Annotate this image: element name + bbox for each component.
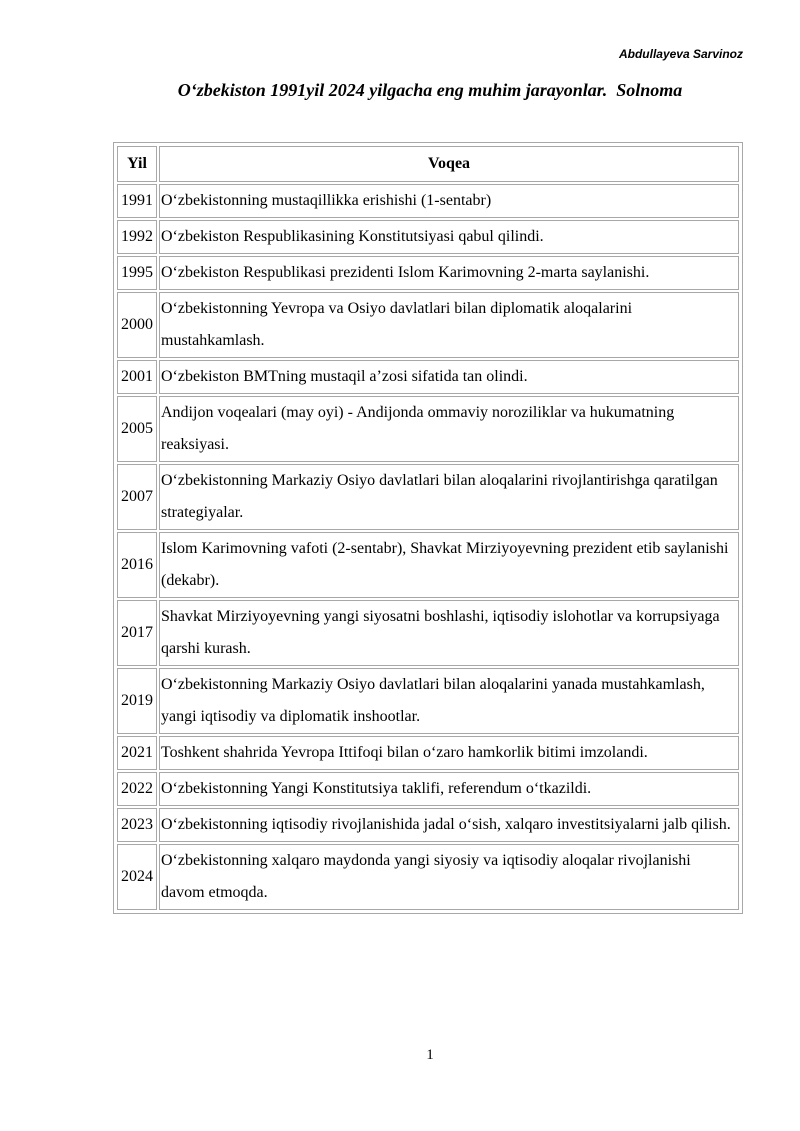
table-row xyxy=(117,600,739,666)
row-event: O‘zbekistonning Yevropa va Osiyo davlatlari bilan diplomatik aloqalarini mustahkamlash. xyxy=(159,292,739,358)
row-event: Andijon voqealari (may oyi) - Andijonda ommaviy noroziliklar va hukumatning reaksiyasi. xyxy=(159,396,739,462)
document-title: O‘zbekiston 1991yil 2024 yilgacha eng muhim jarayonlar. Solnoma xyxy=(177,80,683,100)
page-number: 1 xyxy=(426,1047,434,1063)
row-year: 2021 xyxy=(117,736,157,770)
table-row xyxy=(117,772,739,806)
row-event: O‘zbekiston BMTning mustaqil a’zosi sifatida tan olindi. xyxy=(159,360,739,394)
chronology-table-frame xyxy=(113,142,743,914)
row-year: 2024 xyxy=(117,844,157,910)
table-row xyxy=(117,464,739,530)
row-event: O‘zbekistonning Markaziy Osiyo davlatlari bilan aloqalarini rivojlantirishga qaratilgan strategiyalar. xyxy=(159,464,739,530)
row-year: 2019 xyxy=(117,668,157,734)
chronology-table xyxy=(115,144,741,912)
row-year: 1991 xyxy=(117,184,157,218)
row-event: Shavkat Mirziyoyevning yangi siyosatni boshlashi, iqtisodiy islohotlar va korrupsiyaga qarshi kurash. xyxy=(159,600,739,666)
row-event: O‘zbekistonning Markaziy Osiyo davlatlari bilan aloqalarini yanada mustahkamlash, yangi iqtisodiy va diplomatik inshootlar. xyxy=(159,668,739,734)
table-row xyxy=(117,220,739,254)
row-year: 2000 xyxy=(117,292,157,358)
table-row xyxy=(117,668,739,734)
row-event: O‘zbekistonning Yangi Konstitutsiya taklifi, referendum o‘tkazildi. xyxy=(159,772,739,806)
table-row xyxy=(117,184,739,218)
row-event: O‘zbekiston Respublikasi prezidenti Islom Karimovning 2-marta saylanishi. xyxy=(159,256,739,290)
header-year: Yil xyxy=(117,146,157,182)
table-row xyxy=(117,292,739,358)
table-row xyxy=(117,532,739,598)
row-year: 1995 xyxy=(117,256,157,290)
header-event: Voqea xyxy=(159,146,739,182)
table-row xyxy=(117,360,739,394)
table-row xyxy=(117,256,739,290)
row-year: 2007 xyxy=(117,464,157,530)
table-row xyxy=(117,808,739,842)
row-year: 2022 xyxy=(117,772,157,806)
author-name: Abdullayeva Sarvinoz xyxy=(618,47,743,61)
table-row xyxy=(117,396,739,462)
table-row xyxy=(117,844,739,910)
row-event: Islom Karimovning vafoti (2-sentabr), Shavkat Mirziyoyevning prezident etib saylanishi (dekabr). xyxy=(159,532,739,598)
row-year: 2017 xyxy=(117,600,157,666)
row-year: 2005 xyxy=(117,396,157,462)
table-header-row xyxy=(117,146,739,182)
row-event: Toshkent shahrida Yevropa Ittifoqi bilan o‘zaro hamkorlik bitimi imzolandi. xyxy=(159,736,739,770)
table-row xyxy=(117,736,739,770)
row-year: 2023 xyxy=(117,808,157,842)
row-event: O‘zbekistonning mustaqillikka erishishi (1-sentabr) xyxy=(159,184,739,218)
row-event: O‘zbekistonning iqtisodiy rivojlanishida jadal o‘sish, xalqaro investitsiyalarni jalb qilish. xyxy=(159,808,739,842)
row-event: O‘zbekistonning xalqaro maydonda yangi siyosiy va iqtisodiy aloqalar rivojlanishi davom etmoqda. xyxy=(159,844,739,910)
row-year: 2001 xyxy=(117,360,157,394)
row-year: 1992 xyxy=(117,220,157,254)
row-event: O‘zbekiston Respublikasining Konstitutsiyasi qabul qilindi. xyxy=(159,220,739,254)
row-year: 2016 xyxy=(117,532,157,598)
